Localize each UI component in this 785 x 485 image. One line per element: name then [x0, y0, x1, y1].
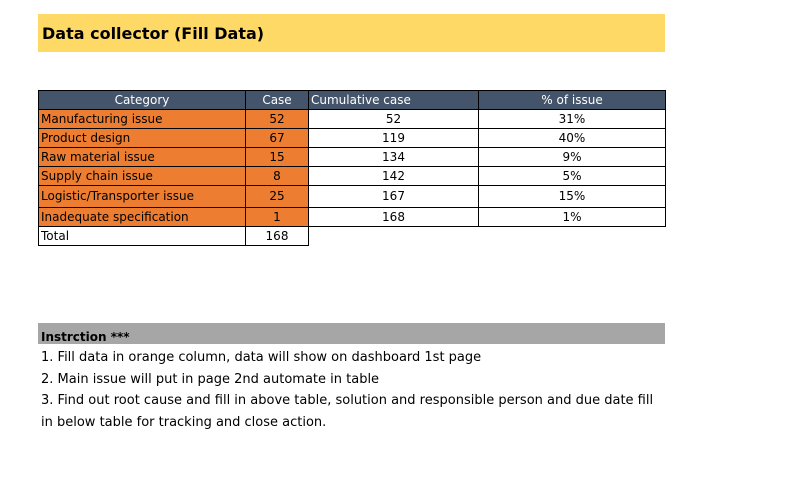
- header-category: Category: [39, 91, 246, 110]
- instruction-heading: Instrction ***: [41, 330, 130, 344]
- instruction-heading-bar: [38, 323, 665, 344]
- percent-cell: 15%: [479, 186, 666, 208]
- header-case: Case: [246, 91, 309, 110]
- category-cell[interactable]: Manufacturing issue: [39, 110, 246, 129]
- category-cell[interactable]: Inadequate specification: [39, 208, 246, 227]
- table-row: [39, 129, 666, 148]
- case-cell[interactable]: 8: [246, 167, 309, 186]
- percent-cell: 40%: [479, 129, 666, 148]
- category-cell[interactable]: Supply chain issue: [39, 167, 246, 186]
- page-title: Data collector (Fill Data): [42, 23, 265, 43]
- table-row: [39, 148, 666, 167]
- case-cell[interactable]: 25: [246, 186, 309, 208]
- percent-cell: 5%: [479, 167, 666, 186]
- empty-cell: [479, 227, 666, 246]
- total-label: Total: [39, 227, 246, 246]
- case-cell[interactable]: 1: [246, 208, 309, 227]
- cumulative-cell: 142: [309, 167, 479, 186]
- percent-cell: 1%: [479, 208, 666, 227]
- category-cell[interactable]: Product design: [39, 129, 246, 148]
- instruction-line: 3. Find out root cause and fill in above table, solution and responsible person and due date fill: [41, 393, 654, 408]
- header-percent-of-issue: % of issue: [479, 91, 666, 110]
- table-row: [39, 208, 666, 227]
- instruction-line: 2. Main issue will put in page 2nd automate in table: [41, 371, 380, 387]
- table-header-row: [39, 91, 666, 110]
- instruction-line: in below table for tracking and close action.: [41, 414, 327, 430]
- cumulative-cell: 134: [309, 148, 479, 167]
- header-cumulative-case: Cumulative case: [309, 91, 479, 110]
- table-row: [39, 110, 666, 129]
- total-value: 168: [246, 227, 309, 246]
- table-row: [39, 186, 666, 208]
- total-row: [39, 227, 666, 246]
- category-cell[interactable]: Logistic/Transporter issue: [39, 186, 246, 208]
- cumulative-cell: 52: [309, 110, 479, 129]
- percent-cell: 9%: [479, 148, 666, 167]
- page-title-bar: [38, 14, 665, 52]
- instruction-line: 1. Fill data in orange column, data will show on dashboard 1st page: [41, 350, 482, 365]
- cumulative-cell: 119: [309, 129, 479, 148]
- cumulative-cell: 168: [309, 208, 479, 227]
- case-cell[interactable]: 67: [246, 129, 309, 148]
- case-cell[interactable]: 15: [246, 148, 309, 167]
- cumulative-cell: 167: [309, 186, 479, 208]
- percent-cell: 31%: [479, 110, 666, 129]
- case-cell[interactable]: 52: [246, 110, 309, 129]
- data-collector-table: [38, 90, 666, 246]
- table-row: [39, 167, 666, 186]
- empty-cell: [309, 227, 479, 246]
- category-cell[interactable]: Raw material issue: [39, 148, 246, 167]
- instruction-list: [41, 347, 681, 433]
